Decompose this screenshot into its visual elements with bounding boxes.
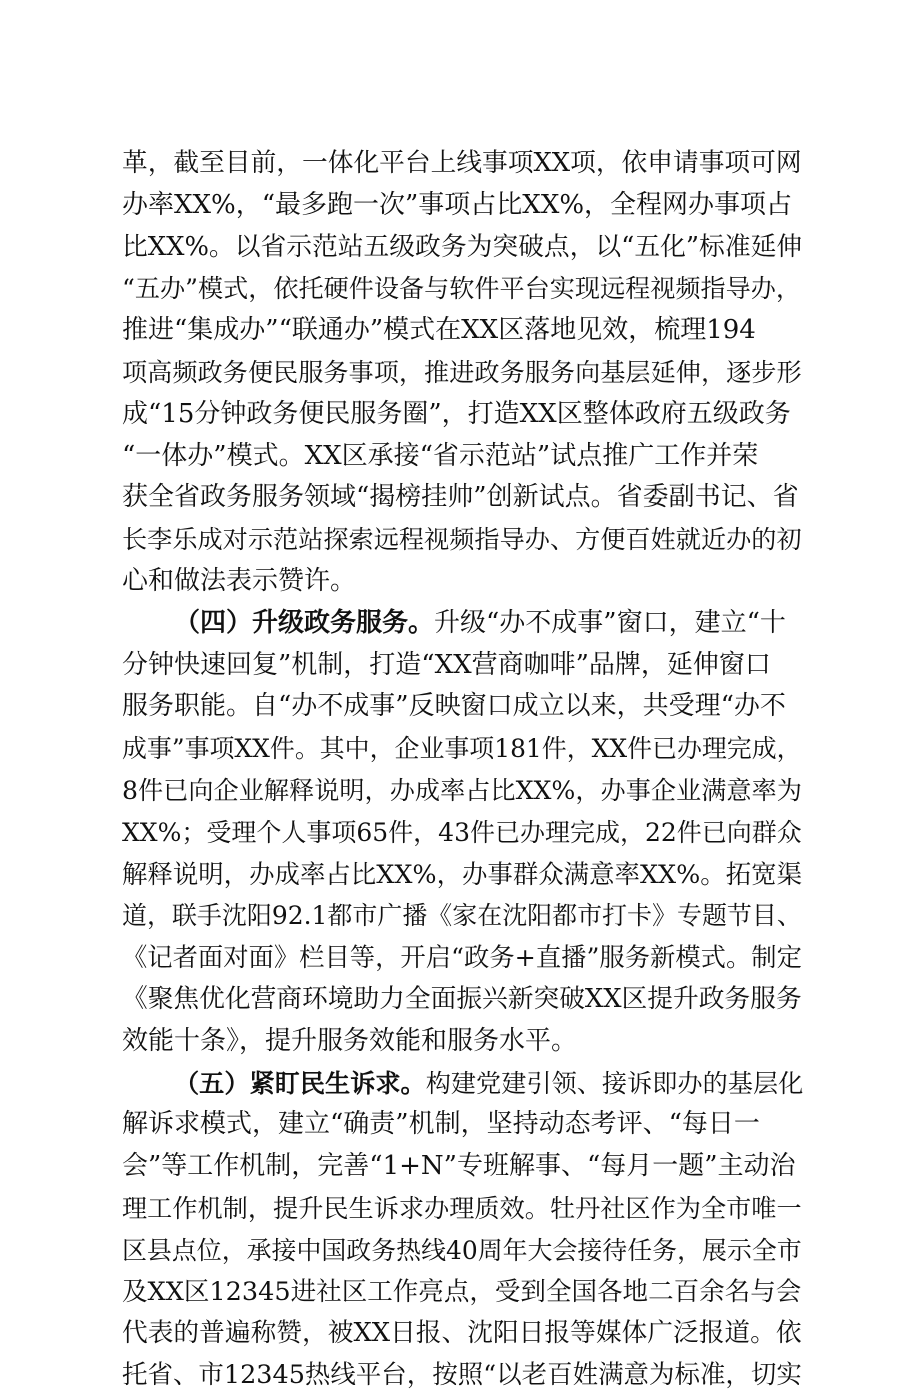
- text-line: 分钟快速回复”机制，打造“XX营商咖啡”品牌，延伸窗口: [122, 649, 771, 680]
- text-line: 8件已向企业解释说明，办成率占比XX%，办事企业满意率为: [122, 775, 802, 805]
- section-four-first-line: [122, 603, 802, 645]
- text-line: 心和做法表示赞许。: [122, 565, 357, 596]
- text-line: 会”等工作机制，完善“1+N”专班解事、“每月一题”主动治: [122, 1151, 796, 1182]
- text-line: 解诉求模式，建立“确责”机制，坚持动态考评、“每日一: [122, 1109, 760, 1140]
- text-line: 理工作机制，提升民生诉求办理质效。牡丹社区作为全市唯一: [122, 1193, 802, 1223]
- body-text: [122, 143, 802, 1397]
- section-five-text: 构建党建引领、接诉即办的基层化: [425, 1068, 804, 1098]
- text-line: 比XX%。以省示范站五级政务为突破点，以“五化”标准延伸: [122, 231, 803, 262]
- text-line: 革，截至目前，一体化平台上线事项XX项，依申请事项可网: [122, 148, 802, 178]
- text-line: 《聚焦优化营商环境助力全面振兴新突破XX区提升政务服务: [122, 983, 802, 1014]
- text-line: 成“15分钟政务便民服务圈”，打造XX区整体政府五级政务: [122, 398, 791, 429]
- text-line: 托省、市12345热线平台，按照“以老百姓满意为标准，切实: [122, 1360, 802, 1391]
- section-five-first-line: [122, 1063, 802, 1105]
- text-line: 成事”事项XX件。其中，企业事项181件，XX件已办理完成，: [122, 734, 802, 764]
- text-line: 项高频政务便民服务事项，推进政务服务向基层延伸，逐步形: [122, 357, 802, 387]
- text-line: 解释说明，办成率占比XX%，办事群众满意率XX%。拓宽渠: [122, 858, 802, 889]
- text-line: 长李乐成对示范站探索远程视频指导办、方便百姓就近办的初: [122, 525, 802, 555]
- text-line: 获全省政务服务领域“揭榜挂帅”创新试点。省委副书记、省: [122, 482, 799, 513]
- text-line: 《记者面对面》栏目等，开启“政务+直播”服务新模式。制定: [122, 942, 802, 973]
- text-line: “五办”模式，依托硬件设备与软件平台实现远程视频指导办，: [122, 274, 801, 304]
- text-line: 道，联手沈阳92.1都市广播《家在沈阳都市打卡》专题节目、: [122, 901, 802, 931]
- text-line: 及XX区12345进社区工作亮点，受到全国各地二百余名与会: [122, 1276, 802, 1307]
- text-line: 推进“集成办”“联通办”模式在XX区落地见效，梳理194: [122, 315, 756, 346]
- text-line: 区县点位，承接中国政务热线40周年大会接待任务，展示全市: [122, 1235, 802, 1265]
- text-line: XX%；受理个人事项65件，43件已办理完成，22件已向群众: [122, 817, 802, 847]
- section-four-text: 升级“办不成事”窗口，建立“十: [434, 607, 786, 638]
- text-line: 办率XX%，“最多跑一次”事项占比XX%，全程网办事项占: [122, 189, 793, 220]
- text-line: “一体办”模式。XX区承接“省示范站”试点推广工作并荣: [122, 440, 759, 471]
- section-five-heading: （五）紧盯民生诉求。: [174, 1067, 426, 1098]
- text-line: 代表的普遍称赞，被XX日报、沈阳日报等媒体广泛报道。依: [122, 1318, 802, 1349]
- text-line: 服务职能。自“办不成事”反映窗口成立以来，共受理“办不: [122, 691, 786, 722]
- text-line: 效能十条》，提升服务效能和服务水平。: [122, 1025, 578, 1056]
- section-four-heading: （四）升级政务服务。: [174, 607, 435, 638]
